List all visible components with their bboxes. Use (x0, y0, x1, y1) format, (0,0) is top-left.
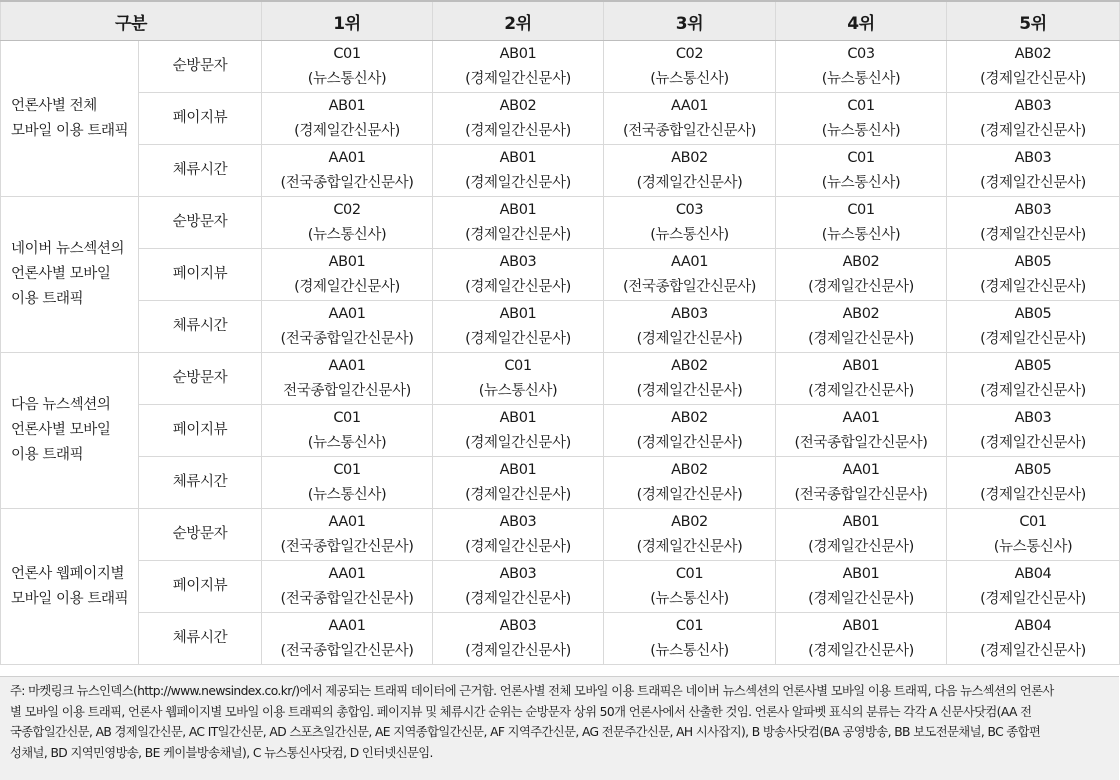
outlet-code: C01 (847, 97, 875, 114)
table-row (1, 145, 1120, 197)
outlet-type: (뉴스통신사) (650, 226, 729, 243)
outlet-code: AB01 (842, 357, 880, 374)
outlet-type: (경제일간신문사) (636, 382, 743, 399)
outlet-type: (경제일간신문사) (980, 382, 1086, 399)
metric-label: 페이지뷰 (139, 561, 262, 613)
rank-cell (433, 353, 604, 405)
rank-cell (947, 301, 1120, 353)
outlet-type: (경제일간신문사) (465, 590, 571, 607)
outlet-type: (경제일간신문사) (465, 226, 571, 243)
outlet-type: (경제일간신문사) (465, 330, 571, 347)
outlet-code: C01 (504, 357, 532, 374)
outlet-type: (뉴스통신사) (307, 70, 387, 87)
outlet-type: (전국종합일간신문사) (280, 330, 414, 347)
rank-cell (262, 41, 433, 93)
outlet-type: (경제일간신문사) (636, 486, 743, 503)
group-label (1, 197, 139, 353)
outlet-code: AB05 (1014, 305, 1052, 322)
footnote-line: 주: 마켓링크 뉴스인덱스(http://www.newsindex.co.kr/)에서 제공되는 트래픽 데이터에 근거함. 언론사별 전체 모바일 이용 트래픽은 네이버 뉴스섹션의 언론사별 모바일 이용 트래픽, 다음 뉴스섹션의 언론사 (10, 684, 1054, 698)
rank-cell (262, 509, 433, 561)
rank-cell (947, 613, 1120, 665)
rank-cell (604, 145, 776, 197)
rank-cell (262, 353, 433, 405)
outlet-code: C01 (333, 45, 361, 62)
outlet-code: AB02 (671, 461, 708, 478)
table-row (1, 93, 1120, 145)
outlet-type: (경제일간신문사) (465, 486, 571, 503)
rank-cell (776, 457, 947, 509)
group-label-line: 언론사별 모바일 (11, 422, 111, 438)
outlet-type: (경제일간신문사) (465, 538, 571, 555)
outlet-type: (경제일간신문사) (808, 330, 914, 347)
rank-cell (433, 561, 604, 613)
rank-cell (262, 301, 433, 353)
outlet-code: AB01 (842, 617, 880, 634)
group-label-line: 언론사별 전체 (11, 97, 97, 114)
rank-5-header: 5위 (947, 1, 1120, 41)
outlet-type: (경제일간신문사) (636, 434, 743, 451)
rank-cell (433, 457, 604, 509)
rank-cell (776, 93, 947, 145)
rank-cell (947, 405, 1120, 457)
ranking-body (1, 41, 1120, 665)
rank-cell (433, 41, 604, 93)
metric-label: 페이지뷰 (139, 405, 262, 457)
outlet-type: (경제일간신문사) (980, 330, 1086, 347)
rank-cell (433, 301, 604, 353)
rank-cell (433, 145, 604, 197)
rank-cell (947, 509, 1120, 561)
outlet-type: (뉴스통신사) (821, 70, 901, 87)
outlet-code: AA01 (328, 513, 366, 530)
outlet-type: (경제일간신문사) (465, 174, 571, 191)
outlet-code: AA01 (328, 149, 366, 166)
rank-cell (776, 41, 947, 93)
outlet-code: AB02 (671, 357, 708, 374)
outlet-code: C02 (333, 201, 361, 218)
outlet-type: (뉴스통신사) (821, 226, 901, 243)
outlet-type: (경제일간신문사) (465, 278, 571, 295)
rank-cell (262, 197, 433, 249)
table-row (1, 405, 1120, 457)
outlet-type: (전국종합일간신문사) (280, 538, 414, 555)
outlet-code: C01 (1019, 513, 1047, 530)
group-label (1, 41, 139, 197)
rank-cell (433, 197, 604, 249)
rank-cell (947, 93, 1120, 145)
outlet-code: C01 (847, 201, 875, 218)
outlet-code: AA01 (328, 617, 366, 634)
outlet-code: AB04 (1014, 617, 1052, 634)
metric-label: 페이지뷰 (139, 249, 262, 301)
outlet-code: C02 (675, 45, 704, 62)
outlet-type: (경제일간신문사) (980, 434, 1086, 451)
outlet-type: (뉴스통신사) (821, 174, 901, 191)
outlet-code: AB01 (499, 201, 537, 218)
rank-cell (604, 197, 776, 249)
rank-cell (604, 405, 776, 457)
outlet-code: C01 (333, 461, 361, 478)
rank-cell (262, 145, 433, 197)
outlet-code: AB03 (1014, 149, 1052, 166)
outlet-code: AB03 (1014, 97, 1052, 114)
outlet-type: (뉴스통신사) (821, 122, 901, 139)
group-label-line: 이용 트래픽 (11, 447, 84, 463)
outlet-code: C01 (847, 149, 875, 166)
outlet-type: (경제일간신문사) (294, 122, 400, 139)
outlet-code: C03 (847, 45, 875, 62)
outlet-code: AB03 (499, 513, 537, 530)
rank-cell (947, 561, 1120, 613)
table-row (1, 561, 1120, 613)
rank-cell (433, 93, 604, 145)
footnote-line: 별 모바일 이용 트래픽, 언론사 웹페이지별 모바일 이용 트래픽의 총합임. 페이지뷰 및 체류시간 순위는 순방문자 상위 50개 언론사에서 산출한 것임. 언론사 알파벳 표식의 분류는 각각 A 신문사닷컴(AA 전 (10, 704, 1032, 719)
outlet-code: AB02 (1014, 45, 1052, 62)
rank-cell (947, 197, 1120, 249)
rank-cell (776, 613, 947, 665)
rank-cell (947, 145, 1120, 197)
outlet-code: AB03 (671, 305, 708, 322)
metric-label: 체류시간 (139, 145, 262, 197)
metric-label: 순방문자 (139, 353, 262, 405)
rank-cell (604, 249, 776, 301)
outlet-code: AB01 (499, 149, 537, 166)
rank-cell (433, 249, 604, 301)
outlet-code: AB01 (842, 565, 880, 582)
outlet-type: (경제일간신문사) (980, 278, 1086, 295)
outlet-code: AB03 (1014, 409, 1052, 426)
outlet-type: (뉴스통신사) (993, 538, 1073, 555)
outlet-type: (뉴스통신사) (307, 434, 387, 451)
rank-cell (776, 353, 947, 405)
outlet-type: (경제일간신문사) (636, 538, 743, 555)
table-row (1, 301, 1120, 353)
outlet-code: C03 (675, 201, 704, 218)
outlet-code: AB05 (1014, 357, 1052, 374)
table-row (1, 249, 1120, 301)
outlet-type: (전국종합일간신문사) (623, 122, 756, 139)
rank-cell (776, 197, 947, 249)
metric-label: 순방문자 (139, 41, 262, 93)
rank-cell (776, 561, 947, 613)
rank-2-header: 2위 (433, 1, 604, 41)
outlet-code: C01 (675, 617, 704, 634)
outlet-type: (경제일간신문사) (808, 642, 914, 659)
table-row (1, 197, 1120, 249)
outlet-type: 전국종합일간신문사) (283, 382, 411, 399)
metric-label: 체류시간 (139, 301, 262, 353)
rank-cell (604, 93, 776, 145)
footnote-line: 성채널, BD 지역민영방송, BE 케이블방송채널), C 뉴스통신사닷컴, D 인터넷신문임. (10, 745, 433, 760)
outlet-code: AB03 (499, 617, 537, 634)
rank-cell (433, 405, 604, 457)
rank-cell (433, 509, 604, 561)
outlet-code: AA01 (328, 357, 366, 374)
outlet-type: (전국종합일간신문사) (794, 486, 928, 503)
outlet-type: (경제일간신문사) (980, 590, 1086, 607)
rank-cell (947, 353, 1120, 405)
group-label-line: 모바일 이용 트래픽 (11, 122, 129, 139)
outlet-code: C01 (333, 409, 361, 426)
outlet-type: (경제일간신문사) (294, 278, 400, 295)
footnote (0, 676, 1119, 780)
outlet-type: (경제일간신문사) (808, 382, 914, 399)
outlet-code: AB01 (328, 97, 366, 114)
metric-label: 체류시간 (139, 613, 262, 665)
outlet-type: (경제일간신문사) (980, 642, 1086, 659)
outlet-code: AB01 (328, 253, 366, 270)
outlet-code: AB02 (671, 409, 708, 426)
outlet-code: AB02 (671, 149, 708, 166)
outlet-code: AA01 (842, 461, 880, 478)
outlet-code: AB03 (499, 253, 537, 270)
rank-cell (947, 249, 1120, 301)
outlet-code: AB01 (499, 45, 537, 62)
rank-4-header: 4위 (776, 1, 947, 41)
metric-label: 순방문자 (139, 509, 262, 561)
rank-cell (262, 249, 433, 301)
metric-label: 순방문자 (139, 197, 262, 249)
outlet-type: (경제일간신문사) (636, 330, 743, 347)
outlet-code: AB02 (671, 513, 708, 530)
rank-cell (776, 509, 947, 561)
outlet-type: (경제일간신문사) (465, 434, 571, 451)
outlet-code: AB01 (499, 461, 537, 478)
table-row (1, 613, 1120, 665)
rank-cell (262, 93, 433, 145)
outlet-type: (경제일간신문사) (465, 122, 571, 139)
group-label-line: 다음 뉴스섹션의 (11, 397, 111, 413)
outlet-type: (뉴스통신사) (307, 486, 387, 503)
outlet-type: (전국종합일간신문사) (280, 590, 414, 607)
outlet-type: (경제일간신문사) (980, 174, 1086, 191)
outlet-code: AA01 (670, 253, 709, 270)
outlet-code: AB04 (1014, 565, 1052, 582)
metric-label: 페이지뷰 (139, 93, 262, 145)
rank-cell (947, 457, 1120, 509)
rank-cell (262, 405, 433, 457)
table-row (1, 41, 1120, 93)
rank-cell (776, 405, 947, 457)
rank-cell (604, 353, 776, 405)
footnote-line: 국종합일간신문, AB 경제일간신문, AC IT일간신문, AD 스포츠일간신문, AE 지역종합일간신문, AF 지역주간신문, AG 전문주간신문, AH 시사잡지), B 방송사닷컴(BA 공영방송, BB 보도전문채널, BC 종합편 (10, 725, 1041, 739)
table-row (1, 509, 1120, 561)
rank-cell (776, 145, 947, 197)
group-label-line: 언론사 웹페이지별 (11, 565, 125, 582)
rank-cell (604, 301, 776, 353)
outlet-code: AB03 (1014, 201, 1052, 218)
outlet-code: AA01 (328, 305, 366, 322)
group-label-line: 네이버 뉴스섹션의 (11, 241, 125, 257)
rank-cell (262, 457, 433, 509)
group-label (1, 509, 139, 665)
rank-cell (776, 249, 947, 301)
outlet-code: AB03 (499, 565, 537, 582)
outlet-type: (전국종합일간신문사) (280, 174, 414, 191)
outlet-code: AB05 (1014, 253, 1052, 270)
outlet-code: AA01 (328, 565, 366, 582)
outlet-code: AB01 (499, 305, 537, 322)
rank-1-header: 1위 (262, 1, 433, 41)
outlet-type: (뉴스통신사) (650, 590, 729, 607)
rank-cell (433, 613, 604, 665)
rank-cell (604, 613, 776, 665)
outlet-type: (경제일간신문사) (465, 642, 571, 659)
outlet-type: (경제일간신문사) (808, 538, 914, 555)
outlet-type: (전국종합일간신문사) (623, 278, 756, 295)
outlet-type: (경제일간신문사) (980, 226, 1086, 243)
outlet-code: AB01 (842, 513, 880, 530)
rank-cell (947, 41, 1120, 93)
outlet-code: AB02 (842, 305, 880, 322)
group-label-line: 언론사별 모바일 (11, 266, 111, 282)
outlet-type: (경제일간신문사) (980, 70, 1086, 87)
rank-cell (604, 457, 776, 509)
outlet-code: AB02 (842, 253, 880, 270)
outlet-code: C01 (675, 565, 704, 582)
outlet-code: AB05 (1014, 461, 1052, 478)
outlet-type: (경제일간신문사) (980, 122, 1086, 139)
rank-cell (604, 41, 776, 93)
rank-cell (604, 561, 776, 613)
metric-label: 체류시간 (139, 457, 262, 509)
table-row (1, 457, 1120, 509)
group-label-line: 모바일 이용 트래픽 (11, 590, 129, 607)
outlet-type: (경제일간신문사) (636, 174, 743, 191)
rank-cell (604, 509, 776, 561)
rank-cell (262, 561, 433, 613)
outlet-code: AA01 (670, 97, 709, 114)
table-row (1, 353, 1120, 405)
category-header: 구분 (1, 1, 262, 41)
rank-cell (262, 613, 433, 665)
outlet-type: (전국종합일간신문사) (794, 434, 928, 451)
rank-cell (776, 301, 947, 353)
group-label-line: 이용 트래픽 (11, 291, 84, 307)
outlet-code: AA01 (842, 409, 880, 426)
header-row (1, 1, 1120, 41)
outlet-type: (경제일간신문사) (465, 70, 571, 87)
outlet-code: AB02 (499, 97, 537, 114)
outlet-type: (경제일간신문사) (808, 278, 914, 295)
outlet-type: (뉴스통신사) (650, 70, 729, 87)
outlet-type: (경제일간신문사) (808, 590, 914, 607)
outlet-code: AB01 (499, 409, 537, 426)
outlet-type: (전국종합일간신문사) (280, 642, 414, 659)
outlet-type: (뉴스통신사) (478, 382, 558, 399)
outlet-type: (뉴스통신사) (650, 642, 729, 659)
outlet-type: (경제일간신문사) (980, 486, 1086, 503)
rank-3-header: 3위 (604, 1, 776, 41)
outlet-type: (뉴스통신사) (307, 226, 387, 243)
group-label (1, 353, 139, 509)
